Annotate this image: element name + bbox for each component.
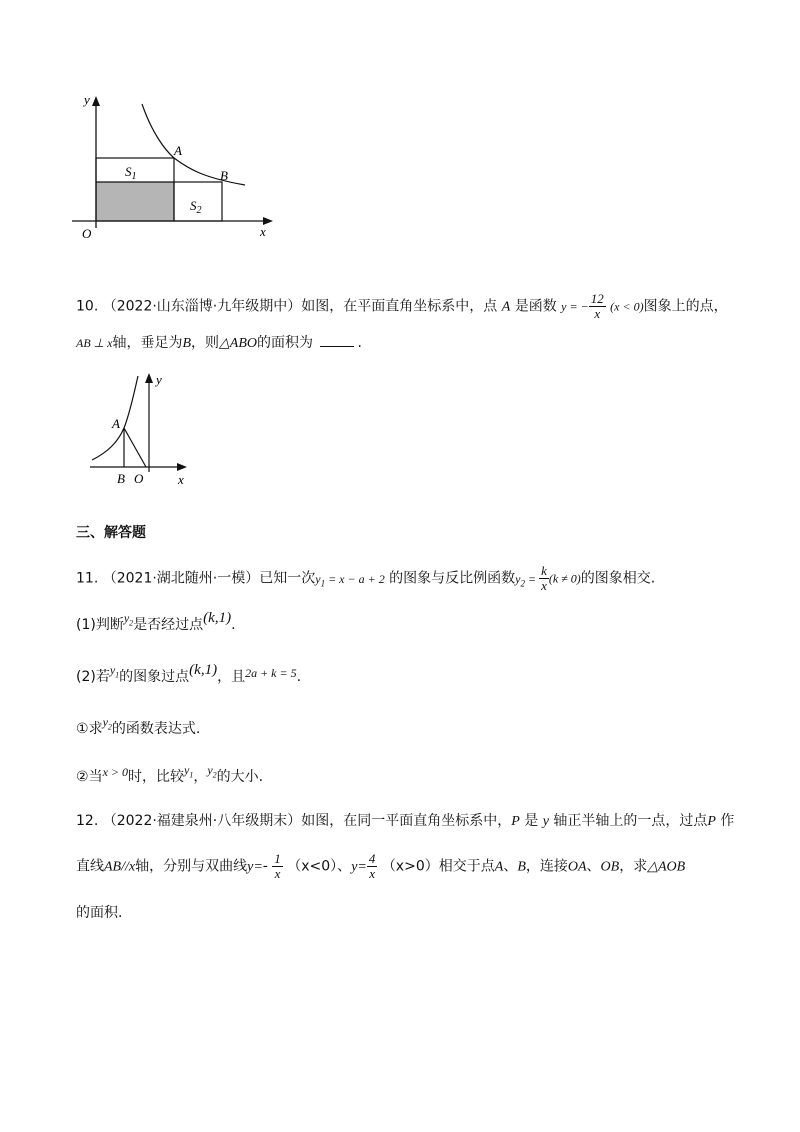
q12-line1-c: 轴正半轴上的一点，过点: [553, 813, 708, 829]
q10-line2-c: 的面积为: [257, 335, 313, 351]
q11-p1-text-a: 判断: [95, 617, 124, 633]
label-origin: O: [134, 471, 144, 486]
q10-line2: [76, 332, 362, 352]
q11-y1: y: [315, 571, 321, 586]
q10-text-b: 是函数: [514, 298, 557, 315]
q12-oa: OA: [567, 859, 587, 875]
q12-yaxis: y: [542, 814, 549, 829]
q12-dom1: （x<0）、: [287, 858, 352, 875]
q12-minus: -: [262, 858, 268, 875]
figure-rectangles-hyperbola: [70, 88, 285, 248]
q10-condition: AB ⊥ x: [76, 336, 113, 350]
q11-p1-point: (k,1): [203, 610, 232, 626]
q11-part2: [76, 662, 302, 686]
q12-fraction-1: [272, 852, 283, 881]
shaded-rectangle: [96, 182, 174, 221]
q11-s2-sep: ，: [193, 769, 208, 785]
q12-y-eq1: y=: [247, 859, 263, 875]
q12-line2-b: 轴，分别与双曲线: [135, 858, 248, 875]
q11-p2-text-a: 若: [95, 669, 110, 685]
q11-s2-cond: x > 0: [102, 765, 128, 779]
q10-frac-den: x: [594, 306, 601, 321]
q10-text-a: 如图，在平面直角坐标系中，点: [301, 298, 498, 315]
q10-text-c: 图象上的点，: [643, 298, 728, 315]
q10-answer-blank[interactable]: [320, 334, 354, 347]
q11-y1-sub: 1: [320, 577, 326, 588]
q12-xaxis: x: [128, 859, 136, 875]
q10-line2-b: ，则: [191, 335, 220, 351]
label-s1: $S_1$: [125, 164, 137, 182]
q11-text-b: 的图象与反比例函数: [389, 570, 516, 587]
q12-f1-num: 1: [274, 851, 281, 866]
q11-y1-rhs: = x − a + 2: [325, 571, 385, 586]
q10-line2-a: 轴，垂足为: [112, 335, 183, 351]
q12-line2-e: ，求: [619, 858, 648, 875]
q11-s1-text-b: 的函数表达式.: [111, 721, 201, 737]
q10-point-a: A: [501, 299, 511, 315]
q10-end: .: [357, 335, 362, 351]
q11-p2-eq: 2a + k = 5: [245, 666, 297, 680]
q12-dom2: （x>0）: [381, 858, 439, 875]
x-axis-arrow: [177, 463, 187, 471]
q12-number: 12.: [76, 813, 99, 829]
q11-fraction: [539, 564, 549, 593]
segment-ao: [124, 428, 146, 467]
q10-source: （2022·山东淄博·九年级期中）: [102, 298, 302, 315]
q12-ob: OB: [600, 859, 620, 875]
q12-ab: AB: [104, 859, 122, 875]
q12-f2-num: 4: [368, 851, 376, 866]
q12-source: （2022·福建泉州·八年级期末）: [102, 813, 302, 829]
q12-line2-c: 相交于点: [438, 858, 495, 875]
q11-k-cond: (k ≠ 0): [548, 571, 581, 586]
q11-y2-sub: 2: [520, 577, 525, 588]
label-x: x: [260, 224, 266, 239]
q11-number: 11.: [76, 570, 99, 587]
label-y: y: [84, 92, 90, 107]
q10-triangle: △ABO: [219, 336, 257, 351]
q12-line3: 的面积.: [76, 905, 123, 921]
q11-p2-end: .: [296, 669, 302, 685]
q11-part1: [76, 610, 236, 634]
y-axis-arrow: [92, 96, 100, 106]
label-point-b: B: [117, 471, 125, 486]
q11-s2-y1: $y_1$: [184, 763, 194, 780]
q10-func-domain: (x < 0): [610, 299, 644, 314]
label-x: x: [178, 472, 184, 487]
q11-text-c: 的图象相交.: [580, 570, 656, 587]
q12-tri: △AOB: [647, 859, 686, 875]
q11-p1-label: (1): [76, 617, 96, 633]
q12-line1: [76, 810, 734, 830]
q11-text-a: 已知一次: [259, 570, 316, 587]
q11-p2-text-b: 的图象过点: [119, 669, 190, 685]
q12-p2: P: [707, 814, 716, 829]
figure-triangle-abo: [86, 368, 196, 488]
q12-line1-a: 如图，在同一平面直角坐标系中，: [301, 813, 512, 829]
label-y: y: [156, 372, 162, 387]
q11-s1-text-a: 求: [88, 721, 103, 737]
q11-s2-text-b: 时，比较: [128, 769, 184, 785]
q12-parallel: //: [121, 859, 129, 875]
q11-p2-label: (2): [76, 669, 96, 685]
q12-pa: A: [494, 859, 504, 875]
q10-point-b: B: [182, 336, 192, 351]
hyperbola-curve: [142, 104, 245, 185]
q11-s2-y2: $y_2$: [207, 763, 217, 780]
q11-frac-num: k: [541, 563, 547, 578]
q11-source: （2021·湖北随州·一模）: [102, 570, 260, 587]
q10-line1: [76, 292, 728, 321]
q12-line2-d: ，连接: [525, 858, 568, 875]
q12-y-eq2: y=: [351, 859, 367, 875]
q11-s1-circle: ①: [76, 721, 89, 737]
q11-s2-text-c: 的大小.: [216, 769, 264, 785]
q11-sub2: [76, 763, 264, 786]
q11-frac-den: x: [541, 578, 547, 593]
q11-p2-point: (k,1): [189, 662, 218, 678]
q11-line1: [76, 564, 655, 593]
q11-s1-y2: $y_2$: [102, 715, 112, 732]
q11-p2-y1: $y_1$: [109, 663, 120, 680]
q11-p2-text-c: ，且: [217, 669, 246, 685]
label-point-a: A: [174, 143, 182, 158]
label-s2: $S_2$: [190, 198, 202, 216]
q12-comma2: 、: [586, 858, 601, 875]
label-origin: O: [82, 226, 92, 241]
q12-line1-b: 是: [524, 813, 539, 829]
section-title: 三、解答题: [76, 525, 146, 541]
q10-fraction: [589, 292, 606, 321]
q12-f1-den: x: [274, 866, 281, 881]
q11-sub1: [76, 715, 201, 738]
q12-line1-d: 作: [720, 813, 735, 829]
q12-line2: [76, 852, 685, 881]
q12-p: P: [511, 814, 520, 829]
y-axis-arrow: [145, 373, 153, 383]
q10-func-lhs: y = −: [561, 299, 589, 314]
q11-y2: y: [515, 571, 521, 586]
q11-y2-expr: [515, 572, 539, 586]
label-point-b: B: [220, 168, 228, 183]
q12-fraction-2: [367, 852, 378, 881]
q12-f2-den: x: [369, 866, 375, 881]
q11-p1-text-b: 是否经过点: [133, 617, 204, 633]
label-point-a: A: [112, 416, 120, 431]
q12-pb: B: [517, 859, 526, 875]
q11-p1-y2: $y_2$: [123, 611, 134, 628]
q12-comma: 、: [503, 858, 518, 875]
q11-p1-end: .: [231, 617, 236, 633]
q11-s2-circle: ②: [76, 769, 89, 785]
q11-y1-expr: [315, 572, 384, 586]
q11-s2-text-a: 当: [88, 769, 103, 785]
q12-line2-a: 直线: [76, 858, 104, 875]
q11-eq: =: [524, 571, 540, 586]
q10-number: 10.: [76, 298, 99, 315]
q10-frac-num: 12: [590, 291, 604, 306]
